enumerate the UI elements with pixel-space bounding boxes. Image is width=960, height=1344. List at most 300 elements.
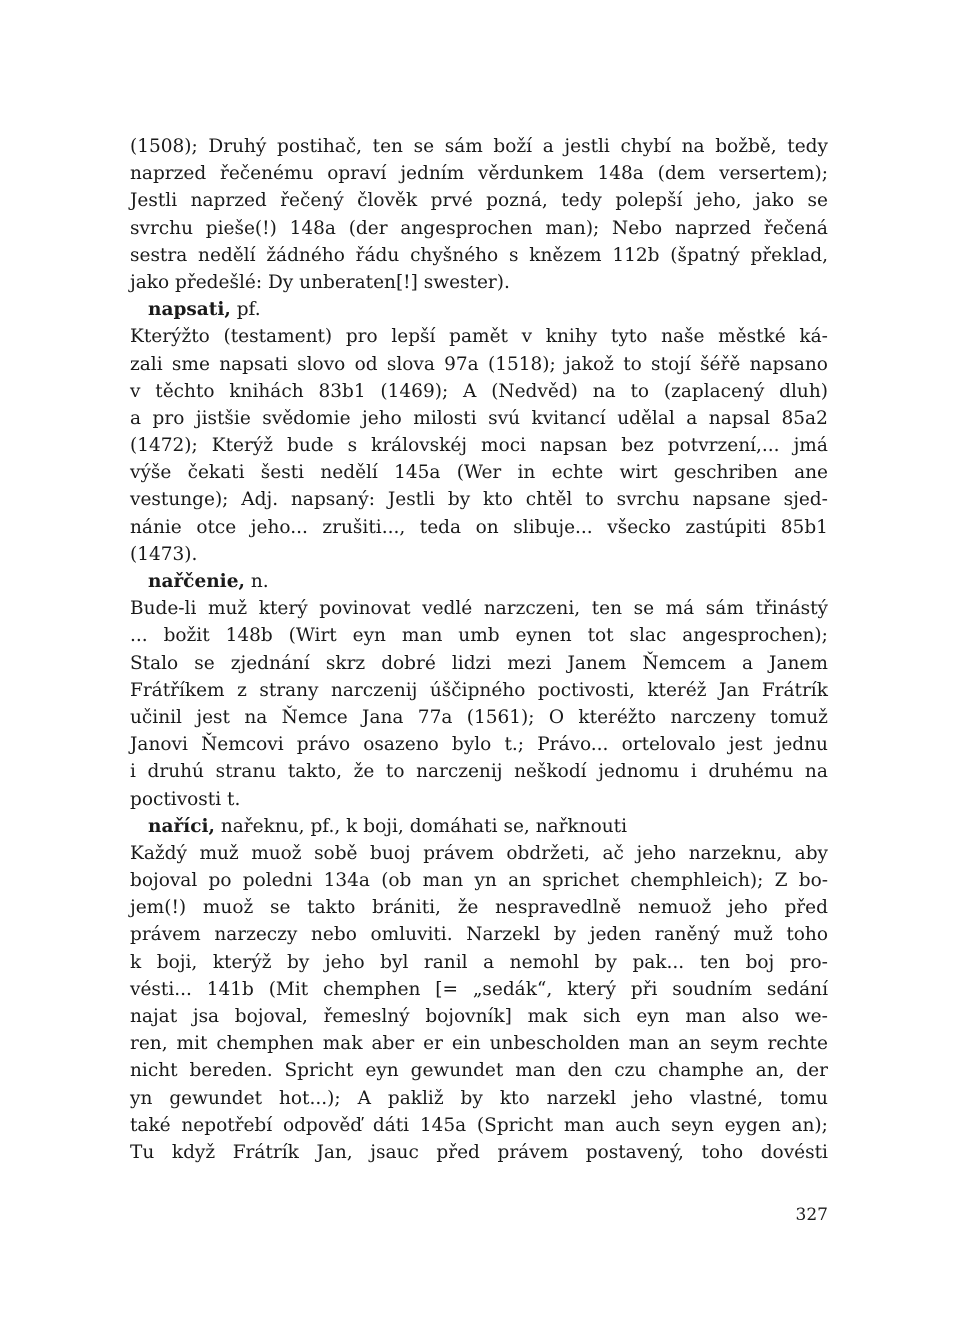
- word: napsati,: [148, 299, 231, 321]
- word: řečený: [280, 190, 344, 212]
- word: kteréžto: [578, 706, 657, 728]
- word: seyn: [671, 1114, 714, 1136]
- word: na: [804, 761, 828, 783]
- word: napsaný:: [291, 489, 375, 511]
- word: k: [346, 815, 358, 837]
- word: vedlé: [422, 598, 473, 620]
- word: in: [517, 462, 536, 484]
- word: a: [686, 407, 698, 429]
- word: den: [567, 1060, 603, 1082]
- word: man);: [545, 217, 600, 239]
- word: ten: [372, 136, 403, 157]
- word: raněný: [654, 924, 720, 946]
- word: sjed-: [783, 489, 828, 511]
- word: se: [807, 190, 828, 212]
- word: boží: [493, 136, 533, 157]
- word: a: [483, 951, 495, 973]
- word: swester).: [423, 271, 510, 293]
- word: stranu: [215, 761, 277, 783]
- word: soudním: [672, 978, 753, 1000]
- word: stojí: [651, 353, 691, 375]
- text-line: [130, 486, 828, 513]
- word: zastúpiti: [685, 516, 767, 538]
- word: yn: [130, 1087, 153, 1109]
- text-line: [130, 758, 828, 785]
- word: teda: [419, 516, 462, 538]
- word: byl: [380, 951, 409, 973]
- word: člověk: [357, 190, 418, 212]
- word: řečenému: [220, 163, 314, 185]
- text-line: [130, 976, 828, 1003]
- word: nepotřebí: [181, 1114, 273, 1136]
- word: Ňemcem: [642, 652, 726, 674]
- word: an: [678, 1033, 702, 1055]
- word: auch: [615, 1114, 661, 1136]
- word: Jana: [362, 706, 404, 728]
- word: [=: [435, 978, 458, 1000]
- word: ten: [591, 598, 623, 620]
- word: versertem);: [719, 163, 828, 185]
- word: jednomu: [598, 761, 680, 783]
- word: nedělí: [320, 462, 378, 484]
- word: svú: [488, 407, 520, 429]
- word: řemeslný: [323, 1006, 410, 1027]
- word: svrchu: [616, 489, 680, 511]
- word: boji,: [156, 951, 198, 973]
- text-line: [130, 405, 828, 432]
- word: na: [592, 380, 616, 402]
- word: jeho: [324, 951, 365, 973]
- word: mezi: [507, 652, 552, 674]
- word: 148b: [225, 625, 273, 647]
- text-line: [130, 840, 828, 867]
- word: i: [690, 761, 697, 783]
- word: (1473).: [130, 543, 198, 565]
- word: třinástý: [755, 598, 828, 620]
- word: jsa: [192, 1006, 220, 1027]
- word: tedy: [787, 136, 828, 157]
- word: sme: [171, 353, 210, 375]
- word: lidzi: [451, 652, 492, 674]
- word: bude: [287, 435, 334, 457]
- word: jednu: [775, 734, 828, 756]
- word: t.: [227, 788, 241, 810]
- entry-headword-line: [130, 568, 828, 595]
- text-line: [130, 459, 828, 486]
- word: všecko: [607, 516, 671, 538]
- word: ten: [699, 951, 731, 973]
- word: naše: [661, 326, 705, 348]
- word: mak: [322, 1033, 363, 1055]
- word: při: [630, 978, 658, 1000]
- word: omluviti.: [370, 924, 453, 946]
- word: Frátrík: [761, 679, 828, 701]
- word: sprichet: [542, 870, 620, 892]
- word: Právo...: [537, 734, 609, 756]
- word: takto,: [287, 761, 342, 783]
- word: 97a: [444, 353, 479, 375]
- word: unberaten[!]: [299, 271, 418, 293]
- word: sestra: [130, 244, 188, 266]
- word: angesprochen);: [682, 625, 828, 647]
- word: Jestli: [130, 190, 178, 212]
- word: povinovat: [319, 598, 411, 620]
- word: ká-: [799, 326, 828, 348]
- text-line: [130, 323, 828, 350]
- word: řádu: [355, 244, 400, 266]
- word: ane: [794, 462, 828, 484]
- word: bereden.: [189, 1060, 273, 1082]
- word: er: [423, 1033, 443, 1055]
- word: 83b1: [318, 380, 366, 402]
- word: najat: [130, 1006, 178, 1027]
- word: pro: [152, 407, 185, 429]
- word: postihač,: [277, 136, 363, 157]
- word: kvitancí: [531, 407, 606, 429]
- word: chtěl: [525, 489, 573, 511]
- word: těchto: [155, 380, 215, 402]
- word: Každý: [130, 842, 187, 864]
- word: seym: [710, 1033, 759, 1055]
- word: narczenij: [416, 761, 503, 783]
- word: Kterýž: [211, 435, 273, 457]
- word: eyn: [636, 1006, 670, 1027]
- word: takto: [307, 897, 356, 919]
- word: O: [548, 706, 565, 728]
- word: svědomie: [262, 407, 351, 429]
- word: chemphen: [216, 1033, 314, 1055]
- word: jedním: [400, 163, 465, 185]
- word: 85b1: [780, 516, 828, 538]
- word: Ňemcovi: [201, 734, 284, 756]
- word: to: [385, 761, 405, 783]
- word: právem: [130, 924, 201, 946]
- word: muož: [202, 897, 254, 919]
- word: se,: [503, 815, 530, 837]
- word: Jestli: [387, 489, 435, 511]
- word: tot: [587, 625, 614, 647]
- text-line: [130, 242, 828, 269]
- word: Jan: [718, 679, 750, 701]
- word: to: [623, 353, 642, 375]
- word: a: [741, 652, 753, 674]
- word: právo: [296, 734, 351, 756]
- word: k: [130, 951, 142, 973]
- word: po: [208, 870, 232, 892]
- word: odpověď: [282, 1114, 363, 1136]
- word: pak...: [632, 951, 685, 973]
- word: poctivosti,: [537, 679, 635, 701]
- word: a: [542, 136, 554, 157]
- word: 141b: [206, 978, 254, 1000]
- word: pro-: [789, 951, 828, 973]
- word: Druhý: [208, 136, 267, 157]
- word: nánie: [130, 516, 182, 538]
- word: nemohl: [509, 951, 580, 973]
- word: nařeknu,: [220, 815, 305, 837]
- word: obdržeti,: [506, 842, 590, 864]
- word: Stalo: [130, 652, 179, 674]
- word: jem(!): [130, 897, 187, 919]
- word: Ňemce: [281, 706, 348, 728]
- word: Adj.: [241, 489, 279, 511]
- word: Jan,: [316, 1141, 353, 1163]
- word: bojovník]: [425, 1006, 512, 1027]
- word: narzekl: [546, 1087, 617, 1109]
- word: šesti: [260, 462, 305, 484]
- word: postavený,: [585, 1141, 684, 1163]
- word: rechte: [767, 1033, 828, 1055]
- word: (Nedvěd): [491, 380, 578, 402]
- word: Narzekl: [466, 924, 541, 946]
- text-line: [130, 867, 828, 894]
- word: pf.,: [310, 815, 341, 837]
- word: brániti,: [372, 897, 441, 919]
- word: napsal: [708, 407, 771, 429]
- word: otce: [196, 516, 237, 538]
- word: kteréž: [647, 679, 707, 701]
- word: dáti: [372, 1114, 410, 1136]
- word: Janem: [567, 652, 627, 674]
- word: chemphen: [323, 978, 421, 1000]
- word: napsano: [749, 353, 828, 375]
- word: s: [508, 244, 519, 266]
- word: potvrzení,...: [667, 435, 780, 457]
- entry-headword-line: [130, 813, 828, 840]
- word: by: [594, 951, 617, 973]
- word: man: [515, 1060, 556, 1082]
- word: vestunge);: [130, 489, 229, 511]
- word: jeho...: [250, 516, 308, 538]
- word: man: [563, 1114, 605, 1136]
- word: jeho: [636, 842, 677, 864]
- word: moci: [481, 435, 527, 457]
- word: ein: [451, 1033, 481, 1055]
- text-line: [130, 269, 828, 296]
- word: 77a: [417, 706, 453, 728]
- word: naříci,: [148, 815, 215, 837]
- word: angesprochen: [400, 217, 533, 239]
- word: slovo: [297, 353, 346, 375]
- word: by: [460, 1087, 483, 1109]
- word: že: [353, 761, 375, 783]
- word: an: [508, 870, 532, 892]
- word: žádného: [266, 244, 345, 266]
- word: eyn: [352, 625, 386, 647]
- word: jako: [130, 271, 170, 293]
- word: z: [237, 679, 247, 701]
- word: Janem: [769, 652, 828, 674]
- page-number: 327: [795, 1205, 828, 1225]
- word: se: [194, 652, 215, 674]
- word: Nebo: [612, 217, 663, 239]
- word: toho: [701, 1141, 744, 1163]
- word: mak: [527, 1006, 568, 1027]
- word: toho: [786, 924, 828, 946]
- word: řečená: [763, 217, 828, 239]
- word: narzczeni,: [483, 598, 581, 620]
- word: bojoval,: [234, 1006, 308, 1027]
- word: dluh): [779, 380, 828, 402]
- text-line: [130, 1003, 828, 1030]
- word: to: [585, 489, 604, 511]
- word: nicht: [130, 1060, 178, 1082]
- entry-headword-line: [130, 296, 828, 323]
- word: (zaplacený: [663, 380, 765, 402]
- word: (Wirt: [288, 625, 337, 647]
- word: chyšného: [410, 244, 499, 266]
- word: bojoval: [130, 870, 198, 892]
- text-line: [130, 514, 828, 541]
- word: an,: [755, 1060, 785, 1082]
- word: udělal: [617, 407, 675, 429]
- word: aber: [371, 1033, 415, 1055]
- word: Z: [774, 870, 788, 892]
- word: zali: [130, 353, 163, 375]
- word: v: [521, 326, 533, 348]
- word: we-: [794, 1006, 828, 1027]
- word: osazeno: [363, 734, 439, 756]
- word: se: [413, 136, 435, 157]
- word: před: [784, 897, 828, 919]
- word: pf.: [236, 299, 261, 321]
- word: jmá: [793, 435, 828, 457]
- word: sedání: [766, 978, 828, 1000]
- word: A: [357, 1087, 371, 1109]
- word: man: [685, 1006, 726, 1027]
- word: muž: [207, 598, 248, 620]
- word: boj: [745, 951, 775, 973]
- word: der: [796, 1060, 828, 1082]
- word: zjednání: [230, 652, 310, 674]
- word: Janovi: [130, 734, 188, 756]
- text-line: [130, 650, 828, 677]
- text-line: [130, 595, 828, 622]
- word: výše: [130, 462, 172, 484]
- word: pro: [345, 326, 378, 348]
- word: on: [475, 516, 499, 538]
- text-line: [130, 1112, 828, 1139]
- text-line: [130, 432, 828, 459]
- word: který: [567, 978, 616, 1000]
- word: zrušiti...,: [322, 516, 406, 538]
- word: „sedák“,: [472, 978, 553, 1000]
- word: nařčenie,: [148, 571, 245, 592]
- text-line: [130, 215, 828, 242]
- word: ranil: [423, 951, 468, 973]
- word: jeho,: [695, 190, 742, 212]
- word: se: [269, 897, 291, 919]
- word: a: [130, 407, 142, 429]
- word: předešlé:: [175, 271, 263, 293]
- text-line: [130, 187, 828, 214]
- word: v: [130, 380, 141, 402]
- word: man: [628, 1033, 670, 1055]
- word: i: [130, 761, 136, 783]
- word: tedy: [561, 190, 602, 212]
- word: věrdunkem: [478, 163, 584, 185]
- word: právem: [423, 842, 494, 864]
- word: slibuje...: [513, 516, 593, 538]
- word: od: [354, 353, 378, 375]
- word: man: [422, 870, 464, 892]
- word: tomuž: [770, 706, 828, 728]
- word: 112b: [612, 244, 660, 266]
- word: opraví: [327, 163, 387, 185]
- word: (testament): [223, 326, 333, 348]
- word: dovésti: [760, 1141, 828, 1163]
- word: Dy: [267, 271, 294, 293]
- word: (Spricht: [476, 1114, 554, 1136]
- word: unbescholden: [489, 1033, 620, 1055]
- word: umb: [458, 625, 500, 647]
- text-line: [130, 1030, 828, 1057]
- word: knihy: [545, 326, 598, 348]
- word: jsauc: [370, 1141, 419, 1163]
- word: pieše(!): [205, 217, 277, 239]
- word: druhú: [147, 761, 204, 783]
- word: božit: [163, 625, 210, 647]
- word: milosti: [413, 407, 477, 429]
- word: napsane: [692, 489, 771, 511]
- word: naprzed: [190, 190, 267, 212]
- word: překlad,: [750, 244, 828, 266]
- word: vlastné,: [689, 1087, 763, 1109]
- word: před: [436, 1141, 480, 1163]
- word: yn: [474, 870, 497, 892]
- word: jakož: [565, 353, 614, 375]
- word: buoj: [370, 842, 411, 864]
- word: královskéj: [371, 435, 468, 457]
- text-line: [130, 894, 828, 921]
- text-line: [130, 1057, 828, 1084]
- word: nebo: [311, 924, 357, 946]
- word: eynen: [515, 625, 572, 647]
- word: šéřě: [700, 353, 741, 375]
- word: jestli: [564, 136, 610, 157]
- word: sám: [705, 598, 744, 620]
- word: úščipného: [429, 679, 526, 701]
- word: pakliž: [387, 1087, 444, 1109]
- word: božbě,: [715, 136, 777, 157]
- word: sobě: [314, 842, 358, 864]
- text-line: [130, 949, 828, 976]
- word: jistšie: [195, 407, 251, 429]
- word: eyn: [365, 1060, 399, 1082]
- word: právem: [497, 1141, 569, 1163]
- word: Spricht: [284, 1060, 354, 1082]
- word: městké: [718, 326, 786, 348]
- word: druhému: [708, 761, 794, 783]
- word: wirt: [619, 462, 658, 484]
- text-line: [130, 731, 828, 758]
- word: (dem: [657, 163, 706, 185]
- text-line: [130, 160, 828, 187]
- word: má: [665, 598, 695, 620]
- word: tyto: [610, 326, 648, 348]
- text-line: [130, 786, 828, 813]
- text-line: [130, 133, 828, 160]
- word: vésti...: [130, 978, 192, 1000]
- word: muž: [733, 924, 773, 946]
- word: narczeny: [670, 706, 756, 728]
- word: geschriben: [673, 462, 778, 484]
- word: by: [447, 489, 471, 511]
- word: 134a: [323, 870, 370, 892]
- word: naprzed: [130, 163, 207, 185]
- word: mit: [176, 1033, 208, 1055]
- text-line: [130, 351, 828, 378]
